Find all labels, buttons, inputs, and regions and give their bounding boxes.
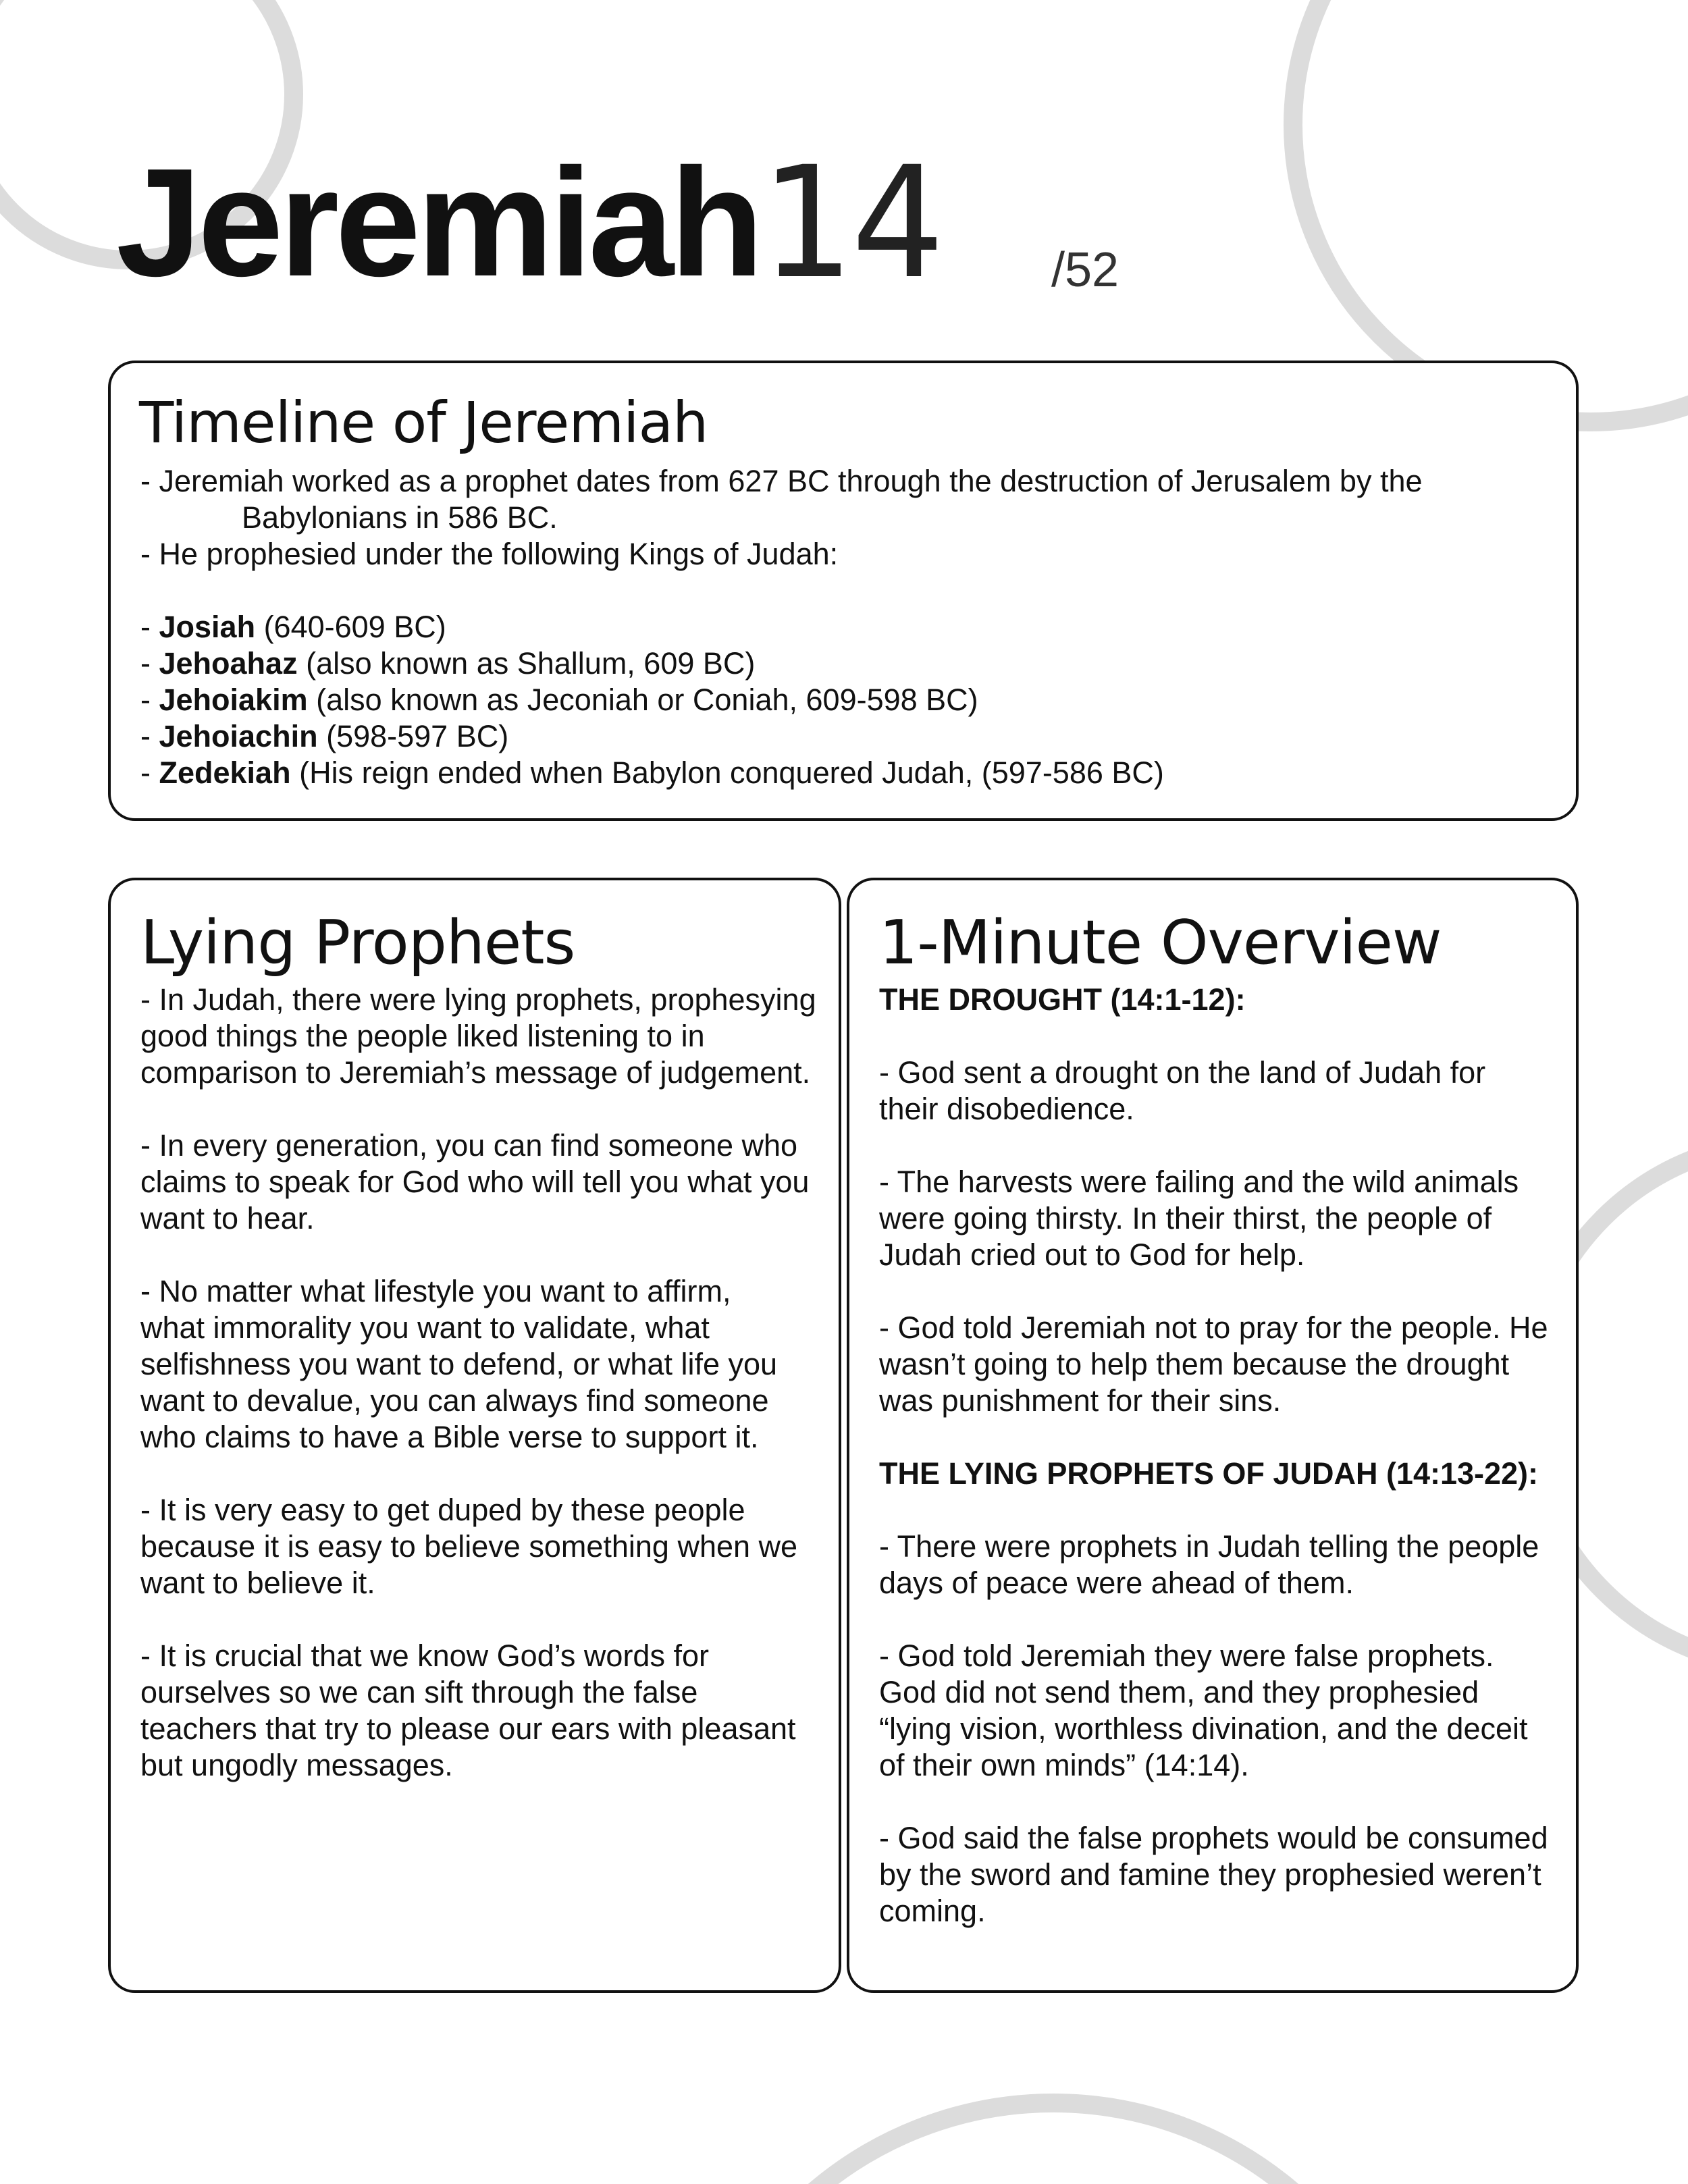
king-name: Zedekiah: [159, 755, 291, 790]
body-line: want to hear.: [140, 1201, 315, 1235]
body-line: - It is very easy to get duped by these people: [140, 1493, 745, 1527]
body-line: what immorality you want to validate, what: [140, 1310, 710, 1345]
timeline-body: [140, 463, 1558, 791]
section-heading: THE DROUGHT (14:1-12):: [879, 982, 1246, 1017]
body-line: their disobedience.: [879, 1092, 1134, 1126]
chapter-number: 14: [761, 133, 943, 313]
body-line: comparison to Jeremiah’s message of judgement.: [140, 1055, 811, 1090]
timeline-box: [108, 361, 1579, 821]
body-line: “lying vision, worthless divination, and the deceit: [879, 1711, 1528, 1746]
body-line: wasn’t going to help them because the drought: [879, 1347, 1510, 1381]
king-name: Josiah: [159, 610, 256, 644]
king-item: - Jehoiakim (also known as Jeconiah or Coniah, 609-598 BC): [140, 683, 978, 717]
king-name: Jehoiachin: [159, 719, 318, 753]
body-line: was punishment for their sins.: [879, 1383, 1282, 1418]
overview-box: [847, 878, 1579, 1993]
body-line: - In every generation, you can find someone who: [140, 1128, 798, 1163]
body-line: - It is crucial that we know God’s words for: [140, 1639, 709, 1673]
body-line: - There were prophets in Judah telling the people: [879, 1529, 1539, 1564]
body-line: - In Judah, there were lying prophets, prophesying: [140, 982, 816, 1017]
body-line: - The harvests were failing and the wild animals: [879, 1165, 1519, 1199]
body-line: of their own minds” (14:14).: [879, 1748, 1249, 1782]
king-item: - Josiah (640-609 BC): [140, 610, 446, 644]
body-line: - God said the false prophets would be consumed: [879, 1821, 1548, 1855]
body-line: who claims to have a Bible verse to support it.: [140, 1420, 759, 1454]
body-line: - God told Jeremiah not to pray for the people. He: [879, 1310, 1548, 1345]
timeline-heading: Timeline of Jeremiah: [139, 390, 708, 456]
lying-prophets-heading: Lying Prophets: [140, 907, 575, 978]
ring-bottom: [685, 2103, 1421, 2184]
body-line: teachers that try to please our ears with pleasant: [140, 1711, 796, 1746]
body-line: claims to speak for God who will tell you what you: [140, 1165, 810, 1199]
king-detail: (His reign ended when Babylon conquered Judah, (597-586 BC): [290, 755, 1164, 790]
king-detail: (598-597 BC): [317, 719, 509, 753]
king-name: Jehoiakim: [159, 683, 308, 717]
body-line: Judah cried out to God for help.: [879, 1237, 1305, 1272]
book-title: Jeremiah: [116, 137, 760, 309]
lying-prophets-body: [140, 982, 822, 1784]
body-line: days of peace were ahead of them.: [879, 1566, 1354, 1600]
body-line: good things the people liked listening to in: [140, 1019, 705, 1053]
king-item: - Jehoiachin (598-597 BC): [140, 719, 509, 753]
body-line: God did not send them, and they prophesied: [879, 1675, 1479, 1709]
king-name: Jehoahaz: [159, 646, 298, 681]
lying-prophets-box: [108, 878, 841, 1993]
timeline-line: Babylonians in 586 BC.: [242, 500, 558, 535]
body-line: by the sword and famine they prophesied weren’t: [879, 1857, 1541, 1892]
body-line: - God sent a drought on the land of Judah for: [879, 1055, 1486, 1090]
king-detail: (640-609 BC): [255, 610, 446, 644]
body-line: want to devalue, you can always find someone: [140, 1383, 769, 1418]
body-line: because it is easy to believe something when we: [140, 1529, 798, 1564]
section-heading: THE LYING PROPHETS OF JUDAH (14:13-22):: [879, 1456, 1539, 1491]
body-line: coming.: [879, 1894, 986, 1928]
body-line: want to believe it.: [140, 1566, 375, 1600]
body-line: - No matter what lifestyle you want to affirm,: [140, 1274, 731, 1308]
king-detail: (also known as Shallum, 609 BC): [297, 646, 756, 681]
ring-top-right: [1293, 0, 1688, 422]
body-line: selfishness you want to defend, or what life you: [140, 1347, 778, 1381]
body-line: ourselves so we can sift through the false: [140, 1675, 698, 1709]
timeline-line: - He prophesied under the following Kings of Judah:: [140, 537, 839, 571]
overview-heading: 1-Minute Overview: [879, 907, 1442, 978]
body-line: but ungodly messages.: [140, 1748, 453, 1782]
body-line: were going thirsty. In their thirst, the people of: [879, 1201, 1492, 1235]
chapter-total: /52: [1051, 243, 1119, 297]
king-item: - Jehoahaz (also known as Shallum, 609 BC): [140, 646, 756, 681]
body-line: - God told Jeremiah they were false prophets.: [879, 1639, 1494, 1673]
king-item: - Zedekiah (His reign ended when Babylon conquered Judah, (597-586 BC): [140, 755, 1164, 790]
timeline-line: - Jeremiah worked as a prophet dates from 627 BC through the destruction of Jerusalem by the: [140, 464, 1423, 498]
overview-body: [879, 982, 1561, 1929]
king-detail: (also known as Jeconiah or Coniah, 609-598 BC): [307, 683, 978, 717]
